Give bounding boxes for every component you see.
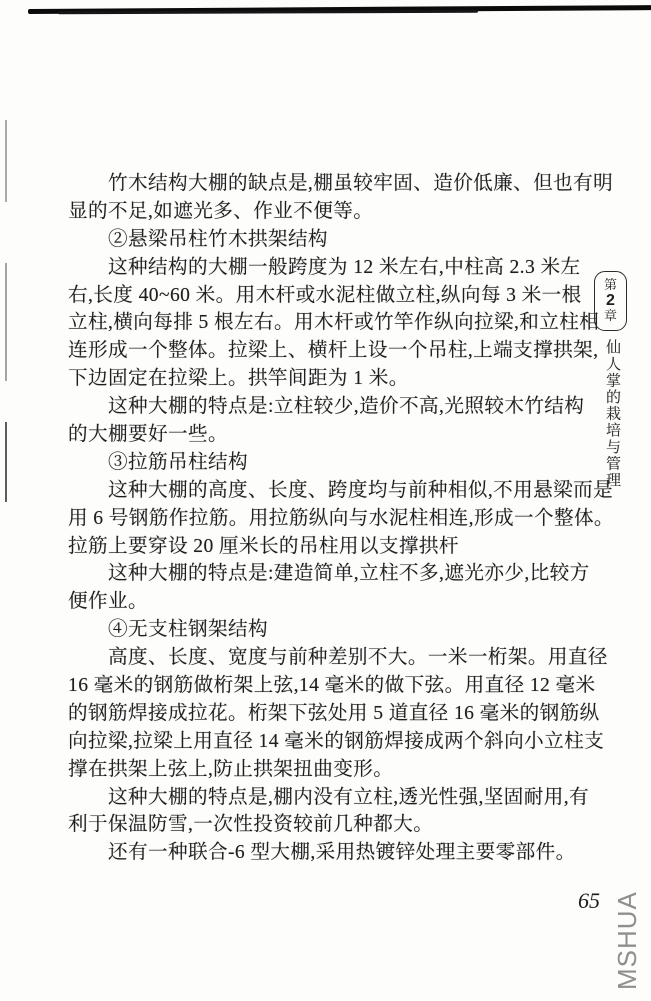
scan-artifact-top-line: [28, 5, 651, 14]
scan-artifact-spine-line: [5, 422, 7, 502]
text-line: 这种大棚的高度、长度、跨度均与前种相似,不用悬梁而是: [108, 479, 614, 501]
text-line: 竹木结构大棚的缺点是,棚虽较牢固、造价低廉、但也有明: [108, 173, 614, 194]
text-line: 还有一种联合-6 型大棚,采用热镀锌处理主要零部件。: [108, 842, 576, 864]
text-line: 利于保温防雪,一次性投资较前几种都大。: [68, 814, 434, 836]
book-title-vertical: 仙人掌的栽培与管理: [604, 339, 620, 489]
page-number: 65: [578, 888, 600, 913]
chapter-tab-prefix: 第: [603, 276, 617, 292]
text-line: 连形成一个整体。拉梁上、横杆上设一个吊柱,上端支撑拱架,: [68, 340, 599, 362]
text-line: 拉筋上要穿设 20 厘米长的吊柱用以支撑拱杆: [68, 535, 459, 557]
text-line: 这种结构的大棚一般跨度为 12 米左右,中柱高 2.3 米左: [108, 256, 581, 278]
text-line: 显的不足,如遮光多、作业不便等。: [68, 200, 374, 222]
text-line: 高度、长度、宽度与前种差别不大。一米一桁架。用直径: [108, 647, 608, 669]
text-line: 向拉梁,拉梁上用直径 14 毫米的钢筋焊接成两个斜向小立柱支: [68, 730, 605, 752]
text-line: 这种大棚的特点是,棚内没有立柱,透光性强,坚固耐用,有: [108, 786, 590, 808]
text-line: 便作业。: [68, 591, 148, 613]
chapter-tab-suffix: 章: [603, 308, 617, 324]
text-line: 右,长度 40~60 米。用木杆或水泥柱做立柱,纵向每 3 米一根: [68, 284, 582, 306]
text-line: 这种大棚的特点是:立柱较少,造价不高,光照较木竹结构: [108, 396, 585, 418]
text-line: 下边固定在拉梁上。拱竿间距为 1 米。: [68, 368, 409, 390]
text-line: 用 6 号钢筋作拉筋。用拉筋纵向与水泥柱相连,形成一个整体。: [68, 507, 614, 529]
text-line: ③拉筋吊柱结构: [108, 451, 248, 473]
text-line: 立柱,横向每排 5 根左右。用木杆或竹竿作纵向拉梁,和立柱相: [68, 312, 600, 334]
chapter-number: 2: [606, 291, 615, 309]
watermark: MSHUA: [612, 891, 642, 990]
text-line: 的大棚要好一些。: [68, 424, 228, 446]
text-line: 16 毫米的钢筋做桁架上弦,14 毫米的做下弦。用直径 12 毫米: [68, 675, 596, 697]
text-line: ④无支柱钢架结构: [108, 619, 268, 641]
text-line: 撑在拱架上弦上,防止拱架扭曲变形。: [68, 758, 394, 780]
scan-artifact-spine-line: [5, 120, 7, 202]
chapter-tab: [594, 271, 627, 331]
text-line: ②悬梁吊柱竹木拱架结构: [108, 228, 328, 250]
text-line: 的钢筋焊接成拉花。桁架下弦处用 5 道直径 16 毫米的钢筋纵: [68, 702, 600, 724]
text-line: 这种大棚的特点是:建造简单,立柱不多,遮光亦少,比较方: [108, 563, 590, 585]
scan-artifact-spine-line: [5, 263, 7, 381]
